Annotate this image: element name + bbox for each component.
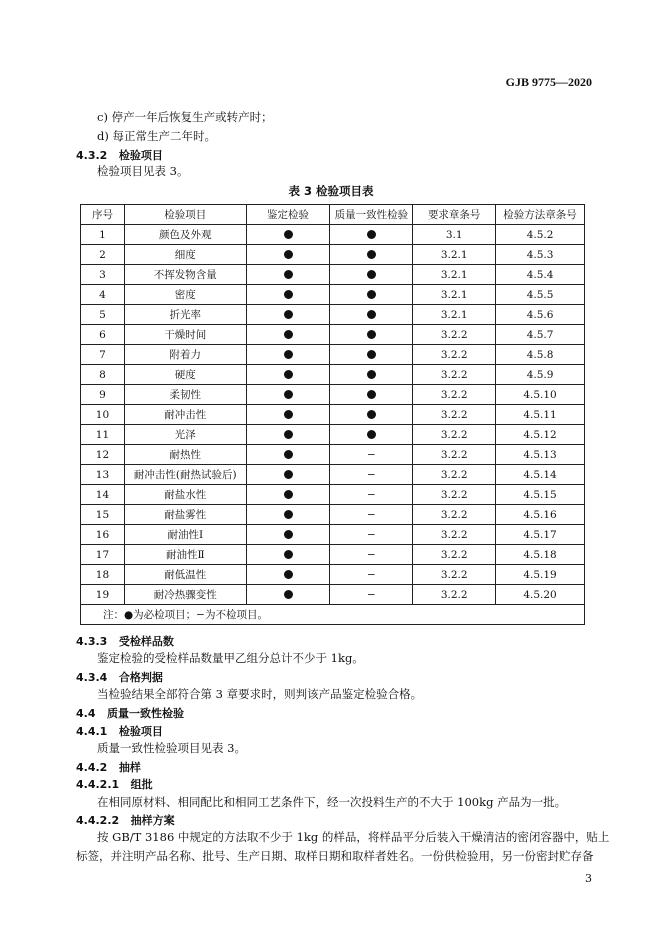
table-row: [81, 525, 585, 545]
col-header-qualification: 鉴定检验: [246, 205, 330, 225]
qualification-mark: [246, 325, 330, 345]
required-check-dot-icon: [367, 250, 376, 259]
method-clause: 4.5.6: [496, 305, 585, 325]
table-row: [81, 585, 585, 605]
required-check-dot-icon: [284, 310, 293, 319]
section-title: 质量一致性检验: [107, 707, 184, 720]
quality-conformance-mark: −: [330, 545, 413, 565]
method-clause: 4.5.9: [496, 365, 585, 385]
table-note-row: [81, 605, 585, 625]
method-clause: 4.5.3: [496, 245, 585, 265]
quality-conformance-mark: [330, 305, 413, 325]
quality-conformance-mark: [330, 365, 413, 385]
table-row: [81, 225, 585, 245]
section-title: 检验项目: [118, 149, 163, 162]
section-number: 4.3.4: [76, 671, 108, 684]
required-check-dot-icon: [284, 230, 293, 239]
col-header-no: 序号: [81, 205, 125, 225]
row-number: 9: [81, 385, 125, 405]
inspection-item: 耐盐雾性: [124, 505, 246, 525]
qualification-mark: [246, 225, 330, 245]
table-row: [81, 325, 585, 345]
section-4-3-3-body: 鉴定检验的受检样品数量甲乙组分总计不少于 1kg。: [97, 651, 364, 665]
inspection-item: 耐冷热骤变性: [124, 585, 246, 605]
inspection-item: 柔韧性: [124, 385, 246, 405]
required-check-dot-icon: [367, 310, 376, 319]
row-number: 11: [81, 425, 125, 445]
requirement-clause: 3.2.2: [413, 525, 496, 545]
col-header-method: 检验方法章条号: [496, 205, 585, 225]
quality-conformance-mark: [330, 405, 413, 425]
required-check-dot-icon: [284, 550, 293, 559]
section-4-3-4-body: 当检验结果全部符合第 3 章要求时，则判该产品鉴定检验合格。: [97, 687, 423, 701]
required-check-dot-icon: [284, 510, 293, 519]
method-clause: 4.5.16: [496, 505, 585, 525]
row-number: 3: [81, 265, 125, 285]
required-check-dot-icon: [284, 570, 293, 579]
required-check-dot-icon: [284, 330, 293, 339]
row-number: 2: [81, 245, 125, 265]
quality-conformance-mark: [330, 225, 413, 245]
requirement-clause: 3.2.1: [413, 265, 496, 285]
row-number: 12: [81, 445, 125, 465]
requirement-clause: 3.2.2: [413, 585, 496, 605]
qualification-mark: [246, 505, 330, 525]
col-header-quality-conformance: 质量一致性检验: [330, 205, 413, 225]
table-row: [81, 265, 585, 285]
quality-conformance-mark: [330, 265, 413, 285]
row-number: 16: [81, 525, 125, 545]
section-title: 抽样: [118, 761, 141, 774]
section-title: 抽样方案: [130, 814, 175, 827]
row-number: 5: [81, 305, 125, 325]
qualification-mark: [246, 465, 330, 485]
standard-number: GJB 9775—2020: [505, 75, 592, 89]
method-clause: 4.5.4: [496, 265, 585, 285]
requirement-clause: 3.2.2: [413, 405, 496, 425]
quality-conformance-mark: [330, 345, 413, 365]
qualification-mark: [246, 305, 330, 325]
required-check-dot-icon: [284, 530, 293, 539]
required-check-dot-icon: [284, 390, 293, 399]
required-check-dot-icon: [284, 250, 293, 259]
quality-conformance-mark: [330, 325, 413, 345]
section-number: 4.4.2.1: [76, 778, 120, 791]
requirement-clause: 3.2.2: [413, 565, 496, 585]
row-number: 7: [81, 345, 125, 365]
row-number: 17: [81, 545, 125, 565]
method-clause: 4.5.5: [496, 285, 585, 305]
row-number: 4: [81, 285, 125, 305]
required-check-dot-icon: [284, 590, 293, 599]
method-clause: 4.5.13: [496, 445, 585, 465]
section-title: 受检样品数: [118, 635, 174, 648]
page-number: 3: [585, 872, 592, 885]
qualification-mark: [246, 405, 330, 425]
quality-conformance-mark: [330, 245, 413, 265]
table-row: [81, 545, 585, 565]
method-clause: 4.5.15: [496, 485, 585, 505]
requirement-clause: 3.2.2: [413, 325, 496, 345]
inspection-item: 不挥发物含量: [124, 265, 246, 285]
requirement-clause: 3.2.2: [413, 365, 496, 385]
col-header-item: 检验项目: [124, 205, 246, 225]
inspection-item: 折光率: [124, 305, 246, 325]
table-row: [81, 465, 585, 485]
section-number: 4.3.3: [76, 635, 108, 648]
inspection-item: 硬度: [124, 365, 246, 385]
qualification-mark: [246, 285, 330, 305]
table-row: [81, 305, 585, 325]
section-number: 4.4.2.2: [76, 814, 120, 827]
row-number: 14: [81, 485, 125, 505]
quality-conformance-mark: −: [330, 565, 413, 585]
required-check-dot-icon: [284, 350, 293, 359]
list-item-d: d) 每正常生产二年时。: [97, 129, 217, 143]
requirement-clause: 3.2.2: [413, 505, 496, 525]
qualification-mark: [246, 525, 330, 545]
section-4-4-2-1-body: 在相同原材料、相同配比和相同工艺条件下，经一次投料生产的不大于 100kg 产品为一批。: [97, 795, 567, 809]
inspection-item: 耐冲击性(耐热试验后): [124, 465, 246, 485]
table-row: [81, 245, 585, 265]
required-check-dot-icon: [284, 450, 293, 459]
qualification-mark: [246, 565, 330, 585]
requirement-clause: 3.2.2: [413, 345, 496, 365]
required-check-dot-icon: [284, 410, 293, 419]
row-number: 6: [81, 325, 125, 345]
row-number: 10: [81, 405, 125, 425]
qualification-mark: [246, 365, 330, 385]
quality-conformance-mark: −: [330, 445, 413, 465]
inspection-item: 耐盐水性: [124, 485, 246, 505]
requirement-clause: 3.2.2: [413, 445, 496, 465]
required-check-dot-icon: [367, 430, 376, 439]
table-header-row: [81, 205, 585, 225]
section-number: 4.4: [76, 707, 96, 720]
table-note: 注：●为必检项目；−为不检项目。: [81, 605, 585, 625]
required-check-dot-icon: [284, 430, 293, 439]
quality-conformance-mark: −: [330, 485, 413, 505]
quality-conformance-mark: [330, 425, 413, 445]
section-4-4-2-1-heading: [76, 776, 153, 792]
row-number: 18: [81, 565, 125, 585]
table-row: [81, 285, 585, 305]
table-row: [81, 405, 585, 425]
method-clause: 4.5.11: [496, 405, 585, 425]
inspection-item: 耐冲击性: [124, 405, 246, 425]
quality-conformance-mark: −: [330, 465, 413, 485]
qualification-mark: [246, 545, 330, 565]
section-4-4-1-body: 质量一致性检验项目见表 3。: [97, 741, 246, 755]
method-clause: 4.5.10: [496, 385, 585, 405]
inspection-item: 耐油性Ⅰ: [124, 525, 246, 545]
list-item-c: c) 停产一年后恢复生产或转产时；: [97, 110, 273, 124]
inspection-item: 颜色及外观: [124, 225, 246, 245]
required-check-dot-icon: [284, 290, 293, 299]
required-check-dot-icon: [284, 270, 293, 279]
section-4-4-1-heading: [76, 723, 163, 739]
qualification-mark: [246, 485, 330, 505]
section-title: 检验项目: [118, 725, 163, 738]
section-4-3-2-heading: [76, 147, 163, 163]
method-clause: 4.5.12: [496, 425, 585, 445]
method-clause: 4.5.14: [496, 465, 585, 485]
requirement-clause: 3.1: [413, 225, 496, 245]
section-4-4-heading: [76, 705, 184, 721]
required-check-dot-icon: [367, 230, 376, 239]
requirement-clause: 3.2.2: [413, 465, 496, 485]
required-check-dot-icon: [367, 350, 376, 359]
required-check-dot-icon: [367, 370, 376, 379]
table-row: [81, 425, 585, 445]
table-caption: 表 3 检验项目表: [288, 184, 374, 198]
row-number: 8: [81, 365, 125, 385]
qualification-mark: [246, 585, 330, 605]
table-row: [81, 365, 585, 385]
inspection-item: 光泽: [124, 425, 246, 445]
table-row: [81, 565, 585, 585]
inspection-item: 密度: [124, 285, 246, 305]
inspection-item: 干燥时间: [124, 325, 246, 345]
section-4-4-2-2-body-line-1: 按 GB/T 3186 中规定的方法取不少于 1kg 的样品，将样品平分后装入干燥清洁的密闭容器中，贴上: [97, 830, 610, 844]
requirement-clause: 3.2.2: [413, 425, 496, 445]
method-clause: 4.5.8: [496, 345, 585, 365]
row-number: 19: [81, 585, 125, 605]
table-row: [81, 485, 585, 505]
table-row: [81, 345, 585, 365]
requirement-clause: 3.2.2: [413, 485, 496, 505]
table-row: [81, 445, 585, 465]
row-number: 13: [81, 465, 125, 485]
row-number: 1: [81, 225, 125, 245]
section-4-3-3-heading: [76, 633, 174, 649]
section-4-3-4-heading: [76, 669, 163, 685]
quality-conformance-mark: −: [330, 585, 413, 605]
quality-conformance-mark: −: [330, 525, 413, 545]
qualification-mark: [246, 345, 330, 365]
inspection-item: 附着力: [124, 345, 246, 365]
quality-conformance-mark: [330, 285, 413, 305]
qualification-mark: [246, 445, 330, 465]
qualification-mark: [246, 425, 330, 445]
section-number: 4.3.2: [76, 149, 108, 162]
method-clause: 4.5.7: [496, 325, 585, 345]
table-row: [81, 385, 585, 405]
method-clause: 4.5.18: [496, 545, 585, 565]
table-row: [81, 505, 585, 525]
method-clause: 4.5.20: [496, 585, 585, 605]
required-check-dot-icon: [367, 330, 376, 339]
inspection-item: 耐热性: [124, 445, 246, 465]
required-check-dot-icon: [284, 370, 293, 379]
section-number: 4.4.2: [76, 761, 108, 774]
section-number: 4.4.1: [76, 725, 108, 738]
section-4-4-2-2-body-line-2: 标签，并注明产品名称、批号、生产日期、取样日期和取样者姓名。一份供检验用，另一份密封贮存备: [76, 849, 594, 863]
qualification-mark: [246, 385, 330, 405]
required-check-dot-icon: [284, 470, 293, 479]
section-title: 组批: [130, 778, 153, 791]
inspection-item: 耐油性Ⅱ: [124, 545, 246, 565]
inspection-item: 耐低温性: [124, 565, 246, 585]
required-check-dot-icon: [367, 390, 376, 399]
requirement-clause: 3.2.1: [413, 285, 496, 305]
required-check-dot-icon: [367, 270, 376, 279]
requirement-clause: 3.2.1: [413, 245, 496, 265]
method-clause: 4.5.2: [496, 225, 585, 245]
qualification-mark: [246, 265, 330, 285]
quality-conformance-mark: [330, 385, 413, 405]
section-4-4-2-2-heading: [76, 812, 175, 828]
quality-conformance-mark: −: [330, 505, 413, 525]
col-header-requirement: 要求章条号: [413, 205, 496, 225]
section-4-3-2-body: 检验项目见表 3。: [97, 164, 189, 178]
qualification-mark: [246, 245, 330, 265]
requirement-clause: 3.2.2: [413, 385, 496, 405]
section-4-4-2-heading: [76, 759, 141, 775]
inspection-item: 细度: [124, 245, 246, 265]
requirement-clause: 3.2.1: [413, 305, 496, 325]
method-clause: 4.5.19: [496, 565, 585, 585]
section-title: 合格判据: [118, 671, 163, 684]
required-check-dot-icon: [367, 290, 376, 299]
row-number: 15: [81, 505, 125, 525]
required-check-dot-icon: [284, 490, 293, 499]
method-clause: 4.5.17: [496, 525, 585, 545]
requirement-clause: 3.2.2: [413, 545, 496, 565]
required-check-dot-icon: [367, 410, 376, 419]
inspection-items-table: [80, 204, 585, 625]
